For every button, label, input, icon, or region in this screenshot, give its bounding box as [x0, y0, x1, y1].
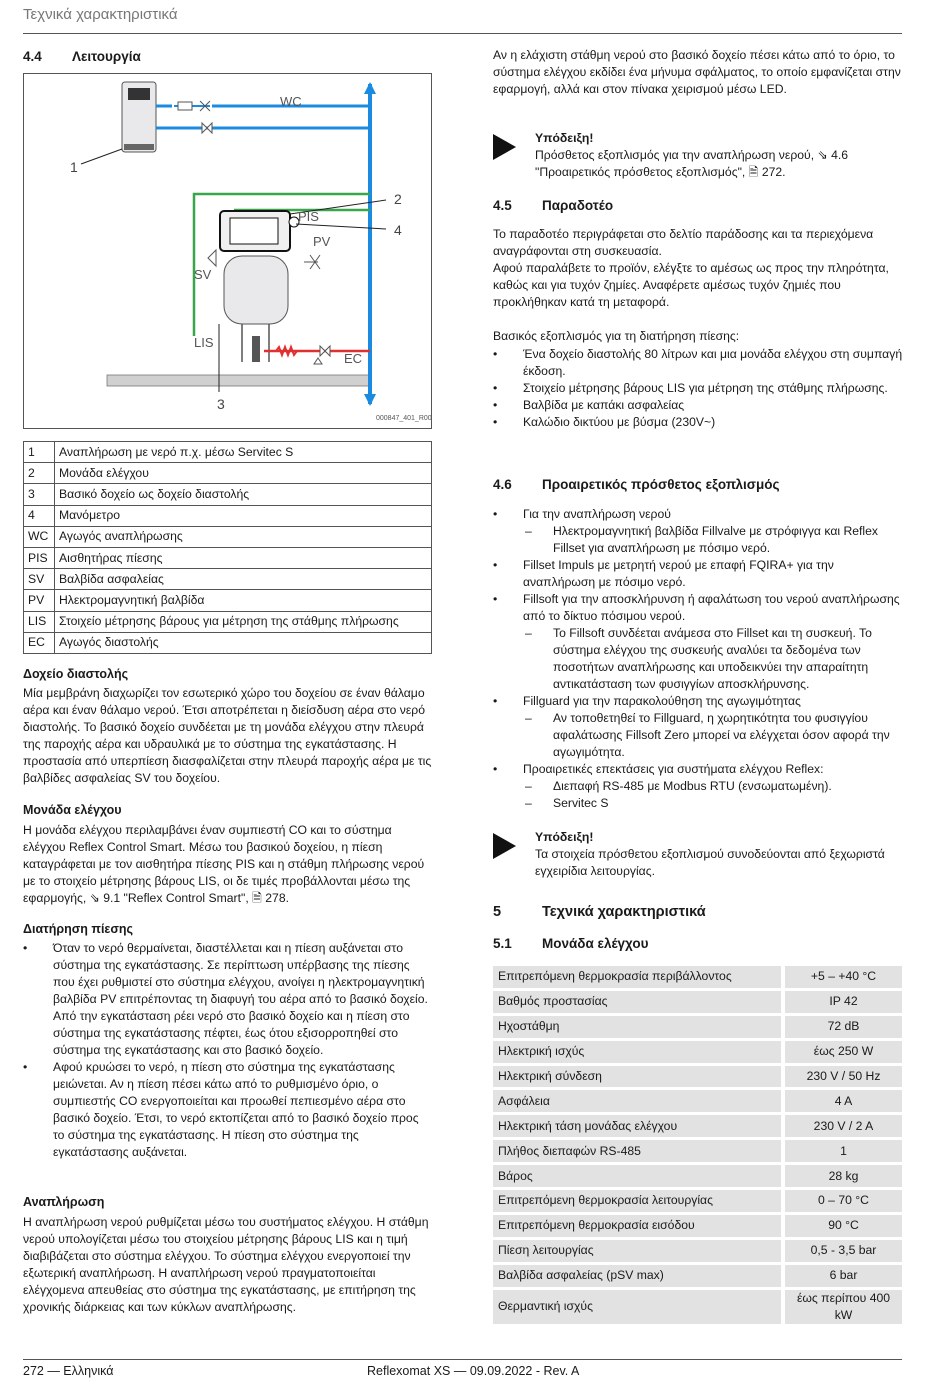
table-row: Πλήθος διεπαφών RS-485 1 — [493, 1140, 902, 1162]
section-heading-4-4: 4.4 Λειτουργία — [23, 49, 141, 64]
table-row: Ηλεκτρική ισχύς έως 250 W — [493, 1041, 902, 1063]
note-title: Υπόδειξη! — [535, 830, 594, 844]
table-row: Ασφάλεια 4 A — [493, 1090, 902, 1112]
spec-table — [493, 963, 902, 1327]
diagram-label-pv: PV — [313, 234, 331, 249]
list-item: • Αφού κρυώσει το νερό, η πίεση στο σύστημα της εγκατάστασης μειώνεται. Αν η πίεση πέσει κάτω από το ρυθμισμένο όριο, ο συμπιεστής CO ενεργοποιείται και προωθεί πεπιεσμένο αέρα στο βασικό δοχείο. Έτσι, το νερό εκτοπίζεται από το βασικό δοχείο προς το σύστημα της εγκατάστασης. Η πίεση στο σύστημα της εγκατάστασης αυξάνεται. — [23, 1059, 433, 1161]
diagram-label-lis: LIS — [194, 335, 214, 350]
legend-row: LIS Στοιχείο μέτρησης βάρους για μέτρηση της στάθμης πλήρωσης — [24, 611, 432, 632]
table-row: Ηλεκτρική τάση μονάδας ελέγχου 230 V / 2 A — [493, 1115, 902, 1137]
delivery-text: Το παραδοτέο περιγράφεται στο δελτίο παράδοσης και τα περιεχόμενα αναγράφονται στη συσκευασία. Αφού παραλάβετε το προϊόν, ελέγξτε το αμέσως ως προς την πληρότητα, καθώς και για τυχόν ζημίες. Αναφέρετε αμέσως τυχόν ζημιές που προκλήθηκαν κατά τη μεταφορά. — [493, 227, 889, 309]
note-box — [493, 130, 905, 182]
diagram-label-4: 4 — [394, 222, 402, 238]
list-item: • Όταν το νερό θερμαίνεται, διαστέλλεται και η πίεση αυξάνεται στο σύστημα της εγκατάστασης. Σε περίπτωση υπέρβασης της πίεσης που έχει ρυθμιστεί στο σύστημα ελέγχου, ανοίγει η ηλεκτρομαγνητική βαλβίδα PV επιτρέποντας τη διαφυγή του αέρα από το βασικό δοχείο. Από την εγκατάσταση ρέει νερό στο βασικό δοχείο και η πίεση στο σύστημα της εγκατάστασης πέφτει, έως ότου εξισορροπηθεί στο σύστημα της εγκατάστασης και στο βασικό δοχείο. — [23, 940, 433, 1059]
diagram-label-2: 2 — [394, 191, 402, 207]
legend-table — [23, 441, 432, 654]
table-row: Ηχοστάθμη 72 dB — [493, 1016, 902, 1038]
section-heading-4-5: 4.5 Παραδοτέο — [493, 198, 614, 213]
diagram-label-sv: SV — [194, 267, 212, 282]
list-item: • Fillguard για την παρακολούθηση της αγωγιμότητας – Αν τοποθετηθεί το Fillguard, η χωρητικότητα του φυσιγγίου αφαλάτωσης Fillsoft Zero μπορεί να ελέγχεται όσον αφορά την αγωγιμότητα. — [493, 693, 903, 761]
legend-row: 2 Μονάδα ελέγχου — [24, 463, 432, 484]
diagram-label-3: 3 — [217, 396, 225, 412]
section-heading-5: 5 Τεχνικά χαρακτηριστικά — [493, 904, 706, 920]
legend-row: 1 Αναπλήρωση με νερό π.χ. μέσω Servitec S — [24, 442, 432, 463]
note-arrow-icon — [493, 134, 516, 160]
table-row: Επιτρεπόμενη θερμοκρασία εισόδου 90 °C — [493, 1215, 902, 1237]
sub-list-item: – Servitec S — [523, 795, 903, 812]
system-schematic — [24, 74, 431, 428]
list-item: • Fillsoft για την αποσκλήρυνση ή αφαλάτωση του νερού αναπλήρωσης από το δίκτυο πόσιμου νερού. – Το Fillsoft συνδέεται ανάμεσα στο Fillset και τη συσκευή. Το σύστημα ελέγχου της συσκευής αναλύει τα δεδομένα των ποσοτήτων αναπλήρωσης και υποδεικνύει την απαραίτητη αντικατάσταση των φυσιγγίων αποσκλήρυνσης. — [493, 591, 903, 693]
diagram-label-pis: PIS — [298, 209, 319, 224]
legend-row: PV Ηλεκτρομαγνητική βαλβίδα — [24, 590, 432, 611]
section-heading-5-1: 5.1 Μονάδα ελέγχου — [493, 936, 649, 951]
header-divider — [23, 33, 902, 34]
note-arrow-icon — [493, 833, 516, 859]
heading-control-unit: Μονάδα ελέγχου — [23, 803, 122, 817]
footer-page: 272 — Ελληνικά — [23, 1364, 114, 1378]
legend-row: SV Βαλβίδα ασφαλείας — [24, 569, 432, 590]
note-text: Τα στοιχεία πρόσθετου εξοπλισμού συνοδεύονται από ξεχωριστά εγχειρίδια λειτουργίας. — [535, 847, 885, 878]
table-row: Βαθμός προστασίας IP 42 — [493, 991, 902, 1013]
pressure-list — [23, 940, 433, 1161]
intro-text: Αν η ελάχιστη στάθμη νερού στο βασικό δοχείο πέσει κάτω από το όριο, το σύστημα ελέγχου εκδίδει ένα μήνυμα σφάλματος, το οποίο εμφανίζεται στην εφαρμογή, αλλά και στον πίνακα χειρισμού μέσω LED. — [493, 48, 901, 96]
list-item: • Fillset Impuls με μετρητή νερού με επαφή FQIRA+ για την αναπλήρωση με πόσιμο νερό. — [493, 557, 903, 591]
diagram-label-wc: WC — [280, 94, 302, 109]
diagram-reference: 000847_401_R00 — [376, 415, 431, 422]
list-item: • Καλώδιο δικτύου με βύσμα (230V~) — [493, 414, 903, 431]
list-item: • Για την αναπλήρωση νερού – Ηλεκτρομαγνητική βαλβίδα Fillvalve με στρόφιγγα και Reflex Fillset για αναπλήρωση με πόσιμο νερό. — [493, 506, 903, 557]
heading-expansion-vessel: Δοχείο διαστολής — [23, 667, 129, 681]
footer-document: Reflexomat XS — 09.09.2022 - Rev. A — [367, 1364, 580, 1378]
optional-equipment-list — [493, 506, 903, 812]
footer-divider — [23, 1359, 902, 1360]
list-item: • Στοιχείο μέτρησης βάρους LIS για μέτρηση της στάθμης πλήρωσης. — [493, 380, 903, 397]
running-header: Τεχνικά χαρακτηριστικά — [23, 6, 178, 23]
heading-refill: Αναπλήρωση — [23, 1195, 105, 1209]
note-box — [493, 829, 905, 881]
list-item: • Βαλβίδα με καπάκι ασφαλείας — [493, 397, 903, 414]
diagram-label-1: 1 — [70, 159, 78, 175]
sub-list-item: – Διεπαφή RS-485 με Modbus RTU (ενσωματωμένη). — [523, 778, 903, 795]
sub-list-item: – Αν τοποθετηθεί το Fillguard, η χωρητικότητα του φυσιγγίου αφαλάτωσης Fillsoft Zero μπορεί να ελέγχεται όσον αφορά την αγωγιμότητα. — [523, 710, 903, 761]
legend-row: PIS Αισθητήρας πίεσης — [24, 547, 432, 568]
sub-list-item: – Το Fillsoft συνδέεται ανάμεσα στο Fillset και τη συσκευή. Το σύστημα ελέγχου της συσκευής αναλύει τα δεδομένα των ποσοτήτων αναπλήρωσης και υποδεικνύει την απαραίτητη αντικατάσταση των φυσιγγίων αποσκλήρυνσης. — [523, 625, 903, 693]
note-title: Υπόδειξη! — [535, 131, 594, 145]
legend-row: 4 Μανόμετρο — [24, 505, 432, 526]
legend-row: WC Αγωγός αναπλήρωσης — [24, 526, 432, 547]
table-row: Ηλεκτρική σύνδεση 230 V / 50 Hz — [493, 1066, 902, 1088]
legend-row: 3 Βασικό δοχείο ως δοχείο διαστολής — [24, 484, 432, 505]
refill-text: Η αναπλήρωση νερού ρυθμίζεται μέσω του συστήματος ελέγχου. Η στάθμη νερού υπολογίζεται μέσω του στοιχείου μέτρησης βάρους LIS και η τιμή διαβιβάζεται στο σύστημα ελέγχου. Το σύστημα ελέγχου ενεργοποιεί την εξωτερική αναπλήρωση. Η αναπλήρωση νερού πραγματοποιείται ελέγχομενα απευθείας στο σύστημα της εγκατάστασης, με επιτήρηση της χρονικής διάρκειας και των κύκλων αναπλήρωσης. — [23, 1215, 429, 1314]
diagram-label-ec: EC — [344, 351, 363, 366]
sub-list-item: – Ηλεκτρομαγνητική βαλβίδα Fillvalve με στρόφιγγα και Reflex Fillset για αναπλήρωση με πόσιμο νερό. — [523, 523, 903, 557]
basic-equipment-title: Βασικός εξοπλισμός για τη διατήρηση πίεσης: — [493, 329, 740, 343]
legend-row: EC Αγωγός διαστολής — [24, 632, 432, 653]
table-row: Επιτρεπόμενη θερμοκρασία λειτουργίας 0 – 70 °C — [493, 1190, 902, 1212]
heading-pressure: Διατήρηση πίεσης — [23, 922, 134, 936]
table-row: Επιτρεπόμενη θερμοκρασία περιβάλλοντος +5 – +40 °C — [493, 966, 902, 988]
control-unit-text: Η μονάδα ελέγχου περιλαμβάνει έναν συμπιεστή CO και το σύστημα ελέγχου Reflex Control Smart. Μέσω του βασικού δοχείου, η πίεση καταγράφεται με τον αισθητήρα πίεσης PIS και η στάθμη πλήρωσης νερού με το στοιχείο μέτρησης βάρους LIS, οι δε τιμές προβάλλονται μέσω της εφαρμογής, ⇘ 9.1 "Reflex Control Smart", 🗎 278. — [23, 823, 425, 905]
table-row: Πίεση λειτουργίας 0,5 - 3,5 bar — [493, 1240, 902, 1262]
table-row: Βαλβίδα ασφαλείας (pSV max) 6 bar — [493, 1265, 902, 1287]
table-row: Βάρος 28 kg — [493, 1165, 902, 1187]
section-heading-4-6: 4.6 Προαιρετικός πρόσθετος εξοπλισμός — [493, 477, 780, 492]
note-text: Πρόσθετος εξοπλισμός για την αναπλήρωση νερού, ⇘ 4.6 "Προαιρετικός πρόσθετος εξοπλισμός", 🗎 272. — [535, 148, 849, 179]
basic-equipment-list — [493, 346, 903, 431]
table-row: Θερμαντική ισχύς έως περίπου 400 kW — [493, 1290, 902, 1324]
list-item: • Ένα δοχείο διαστολής 80 λίτρων και μια μονάδα ελέγχου στη συμπαγή έκδοση. — [493, 346, 903, 380]
list-item: • Προαιρετικές επεκτάσεις για συστήματα ελέγχου Reflex: – Διεπαφή RS-485 με Modbus RTU (ενσωματωμένη). – Servitec S — [493, 761, 903, 812]
expansion-vessel-text: Μία μεμβράνη διαχωρίζει τον εσωτερικό χώρο του δοχείου σε έναν θάλαμο αέρα και έναν θάλαμο νερού. Έτσι αποτρέπεται η διείσδυση αέρα στο νερό διαστολής. Το βασικό δοχείο συνδέεται με τη μονάδα ελέγχου στην πλευρά της παροχής αέρα και υδραυλικά με το σύστημα της εγκατάστασης. Η προστασία από υπερπίεση διασφαλίζεται στην πλευρά παροχής αέρα με τις βαλβίδες ασφαλείας SV του δοχείου. — [23, 686, 432, 785]
function-diagram — [23, 73, 432, 429]
